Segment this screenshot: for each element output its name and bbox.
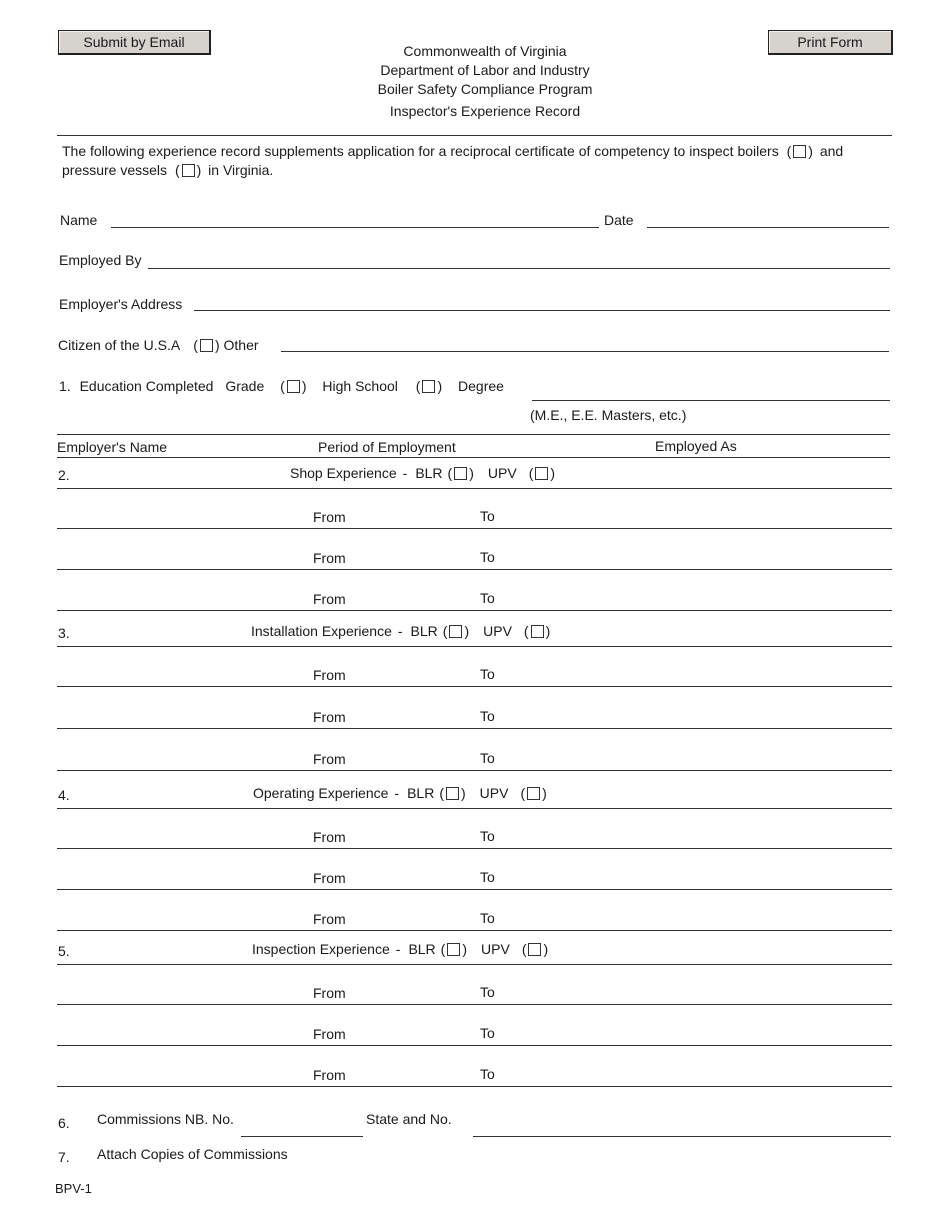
upv-paren-close: ) [542,785,547,801]
column-header-period: Period of Employment [318,439,456,455]
section-title-rule [57,808,892,809]
from-label: From [313,591,346,607]
date-label: Date [604,212,634,228]
section-title-row [251,623,550,639]
section-title: Operating Experience [253,785,389,801]
intro-line-2 [62,162,273,178]
section-title-rule [57,488,892,489]
citizen-usa-checkbox[interactable] [200,339,213,352]
upv-paren-close: ) [545,623,551,639]
from-label: From [313,870,346,886]
intro-and: and [819,143,844,159]
experience-row-line[interactable] [57,610,892,611]
blr-checkbox[interactable] [449,625,462,638]
upv-paren-open: ( [523,623,529,639]
page-title: Inspector's Experience Record [389,103,581,119]
from-label: From [313,829,346,845]
intro-paren-close-2: ) [196,162,202,178]
section-dash: - [395,941,401,957]
degree-field[interactable] [532,400,890,401]
section-title-rule [57,964,892,965]
upv-label: UPV [479,785,509,801]
blr-paren-open: ( [439,785,444,801]
hs-paren-open: ( [415,378,421,394]
blr-label: BLR [407,785,435,801]
grade-checkbox[interactable] [287,380,300,393]
experience-row-line[interactable] [57,686,892,687]
form-id: BPV-1 [55,1181,92,1196]
to-label: To [480,590,495,606]
from-label: From [313,1026,346,1042]
section-number: 2. [58,467,70,483]
grade-paren-close: ) [301,378,307,394]
column-header-bottom-rule [57,457,890,458]
upv-label: UPV [487,465,517,481]
blr-paren-close: ) [464,623,470,639]
section-title: Installation Experience [251,623,392,639]
column-header-employed-as: Employed As [655,438,737,454]
blr-paren-close: ) [469,465,474,481]
experience-row-line[interactable] [57,770,892,771]
upv-checkbox[interactable] [535,467,548,480]
to-label: To [480,750,495,766]
to-label: To [480,708,495,724]
to-label: To [480,869,495,885]
blr-paren-close: ) [462,941,468,957]
section-dash: - [394,785,400,801]
attach-commissions-label: Attach Copies of Commissions [97,1146,288,1162]
header-divider [57,135,892,136]
attach-number: 7. [58,1149,70,1165]
experience-row-line[interactable] [57,528,892,529]
blr-checkbox[interactable] [447,943,460,956]
from-label: From [313,667,346,683]
from-label: From [313,911,346,927]
section-title: Inspection Experience [252,941,390,957]
high-school-checkbox[interactable] [422,380,435,393]
section-number: 3. [58,625,70,641]
grade-paren-open: ( [280,378,285,394]
experience-row-line[interactable] [57,1004,892,1005]
intro-paren-open-2: ( [174,162,180,178]
from-label: From [313,550,346,566]
citizen-label: Citizen of the U.S.A [58,337,180,353]
intro-line-1 [62,143,843,159]
hs-paren-close: ) [437,378,443,394]
degree-note: (M.E., E.E. Masters, etc.) [530,407,687,423]
print-form-button[interactable]: Print Form [768,30,893,55]
column-header-employer: Employer's Name [57,439,168,455]
high-school-label: High School [322,378,398,394]
to-label: To [480,1025,495,1041]
header-commonwealth: Commonwealth of Virginia [403,43,567,59]
employed-by-field[interactable] [148,268,890,269]
state-and-no-label: State and No. [366,1111,452,1127]
commissions-nb-label: Commissions NB. No. [97,1111,234,1127]
state-and-no-field[interactable] [473,1136,891,1137]
blr-label: BLR [415,465,443,481]
to-label: To [480,828,495,844]
intro-text-1: The following experience record supplements application for a reciprocal certificate of competency to inspect boilers [62,143,779,159]
other-citizenship-field[interactable] [281,351,889,352]
from-label: From [313,509,346,525]
name-field[interactable] [111,227,599,228]
intro-paren-close: ) [808,143,813,159]
degree-label: Degree [458,378,504,394]
intro-text-3: in Virginia. [208,162,274,178]
employer-address-field[interactable] [194,310,890,311]
upv-label: UPV [481,941,510,957]
blr-paren-open: ( [447,465,453,481]
upv-checkbox[interactable] [527,787,540,800]
section-title-row [253,785,547,801]
header-program: Boiler Safety Compliance Program [377,81,593,97]
education-row [59,378,504,394]
commissions-nb-field[interactable] [241,1136,363,1137]
education-label: Education Completed [79,378,214,394]
from-label: From [313,751,346,767]
employer-address-label: Employer's Address [59,296,183,312]
section-title-row [252,941,548,957]
section-dash: - [402,465,408,481]
experience-row-line[interactable] [57,930,892,931]
pressure-vessels-checkbox[interactable] [182,164,195,177]
blr-paren-close: ) [461,785,466,801]
blr-label: BLR [408,941,436,957]
employed-by-label: Employed By [59,252,142,268]
blr-label: BLR [410,623,438,639]
name-label: Name [60,212,98,228]
upv-paren-open: ( [520,785,526,801]
section-number: 5. [58,943,70,959]
section-title: Shop Experience [290,465,397,481]
citizen-paren-close: ) [214,337,220,353]
header-department: Department of Labor and Industry [380,62,590,78]
education-number: 1. [59,378,71,394]
blr-paren-open: ( [440,941,446,957]
experience-row-line[interactable] [57,1045,892,1046]
intro-paren-open: ( [786,143,792,159]
experience-row-line[interactable] [57,889,892,890]
upv-paren-close: ) [550,465,556,481]
upv-label: UPV [483,623,512,639]
submit-by-email-button[interactable]: Submit by Email [58,30,211,55]
blr-paren-open: ( [442,623,448,639]
grade-label: Grade [225,378,265,394]
section-number: 4. [58,787,70,803]
citizen-row [58,337,259,353]
experience-row-line[interactable] [57,728,892,729]
section-title-rule [57,646,892,647]
blr-checkbox[interactable] [454,467,467,480]
column-header-top-rule [57,434,890,435]
to-label: To [480,666,495,682]
intro-text-2: pressure vessels [62,162,168,178]
experience-row-line[interactable] [57,848,892,849]
from-label: From [313,985,346,1001]
upv-checkbox[interactable] [531,625,544,638]
other-label: Other [223,337,259,353]
to-label: To [480,549,495,565]
experience-row-line[interactable] [57,569,892,570]
section-title-row [290,465,555,481]
upv-paren-open: ( [528,465,534,481]
from-label: From [313,1067,346,1083]
upv-paren-open: ( [521,941,527,957]
upv-checkbox[interactable] [528,943,541,956]
section-dash: - [397,623,403,639]
upv-paren-close: ) [543,941,549,957]
blr-checkbox[interactable] [446,787,459,800]
citizen-paren-open: ( [193,337,198,353]
boilers-checkbox[interactable] [793,145,806,158]
commissions-number: 6. [58,1115,70,1131]
to-label: To [480,984,495,1000]
to-label: To [480,508,495,524]
date-field[interactable] [647,227,889,228]
experience-row-line[interactable] [57,1086,892,1087]
to-label: To [480,1066,495,1082]
from-label: From [313,709,346,725]
to-label: To [480,910,495,926]
